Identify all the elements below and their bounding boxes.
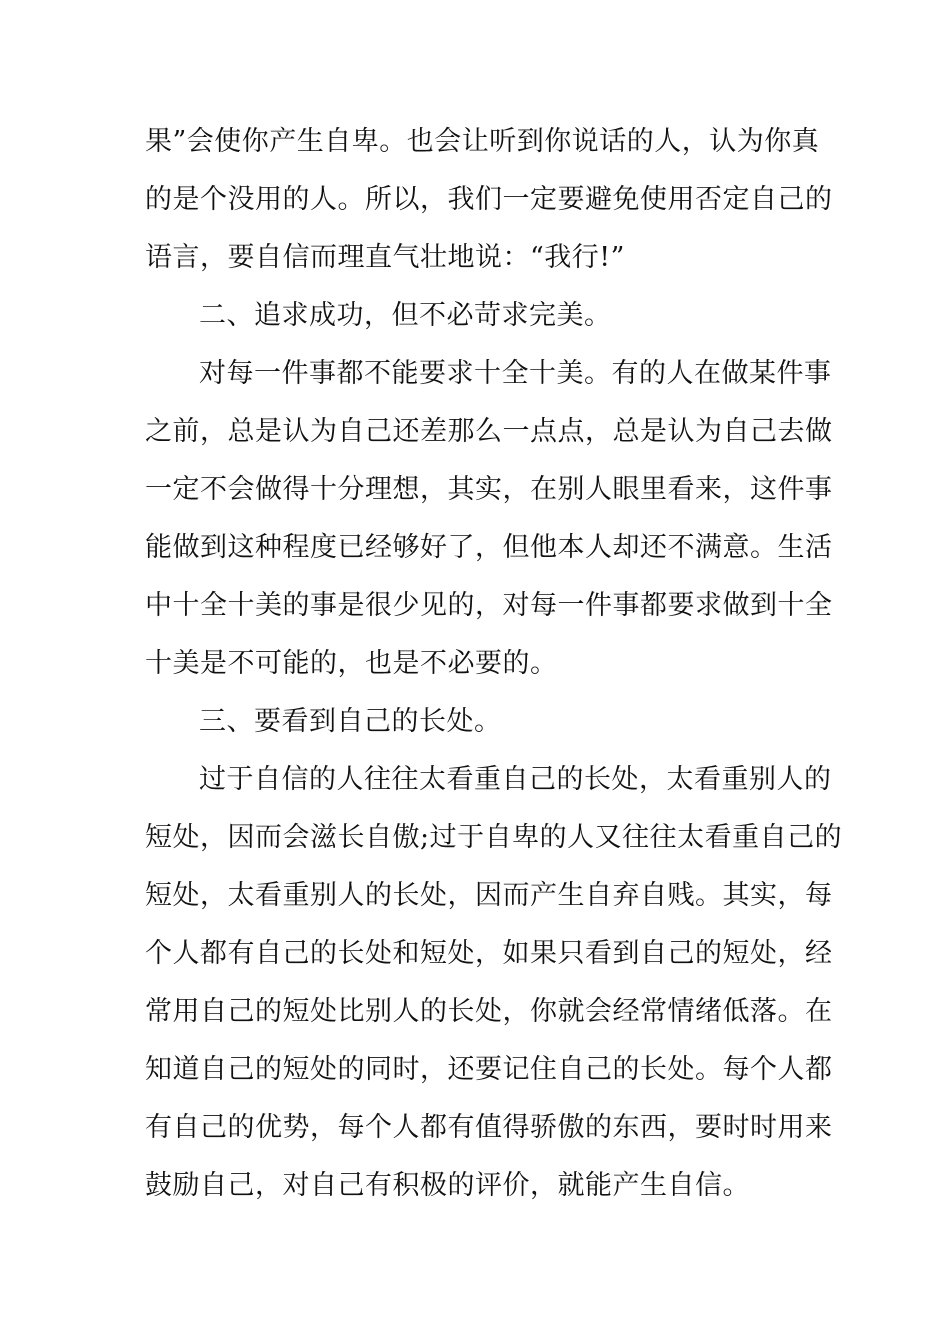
text-line: 短处，太看重别人的长处，因而产生自弃自贱。其实，每 [145, 880, 833, 911]
text-line: 中十全十美的事是很少见的，对每一件事都要求做到十全 [145, 590, 833, 621]
document-body [145, 113, 843, 1215]
text-line: 短处，因而会滋长自傲;过于自卑的人又往往太看重自己的 [145, 822, 843, 853]
section-heading: 二、追求成功，但不必苛求完美。 [199, 300, 612, 331]
text-line: 语言，要自信而理直气壮地说：“我行!” [145, 242, 625, 273]
text-line: 个人都有自己的长处和短处，如果只看到自己的短处，经 [145, 938, 833, 969]
section-heading: 三、要看到自己的长处。 [199, 706, 502, 737]
text-line: 有自己的优势，每个人都有值得骄傲的东西，要时时用来 [145, 1112, 833, 1143]
text-line: 之前，总是认为自己还差那么一点点，总是认为自己去做 [145, 416, 833, 447]
paragraph-start: 对每一件事都不能要求十全十美。有的人在做某件事 [199, 358, 832, 389]
text-line: 鼓励自己，对自己有积极的评价，就能产生自信。 [145, 1170, 750, 1201]
text-line: 知道自己的短处的同时，还要记住自己的长处。每个人都 [145, 1054, 833, 1085]
paragraph-start: 过于自信的人往往太看重自己的长处，太看重别人的 [199, 764, 832, 795]
text-line: 一定不会做得十分理想，其实，在别人眼里看来，这件事 [145, 474, 833, 505]
text-line: 常用自己的短处比别人的长处，你就会经常情绪低落。在 [145, 996, 833, 1027]
text-line: 能做到这种程度已经够好了，但他本人却还不满意。生活 [145, 532, 833, 563]
text-line: 的是个没用的人。所以，我们一定要避免使用否定自己的 [145, 184, 833, 215]
text-line: 十美是不可能的，也是不必要的。 [145, 648, 558, 679]
text-line: 果”会使你产生自卑。也会让听到你说话的人，认为你真 [145, 126, 820, 157]
